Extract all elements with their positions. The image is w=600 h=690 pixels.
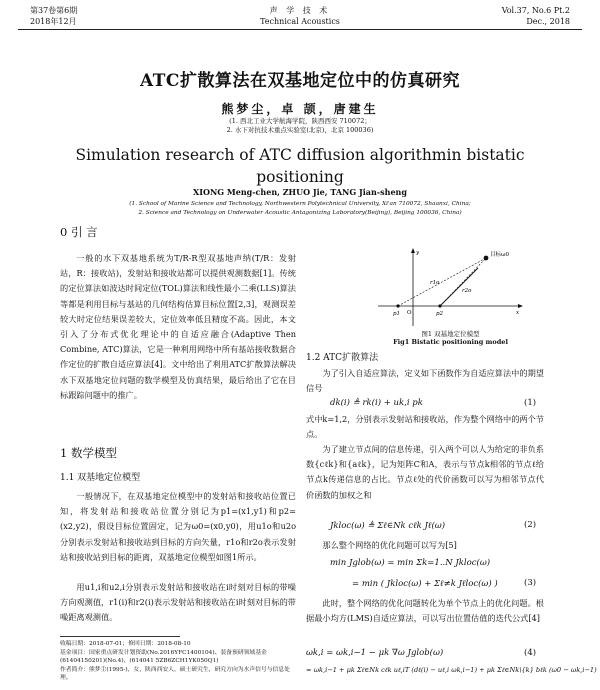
equation-1-number: (1) — [524, 398, 537, 408]
title-en-line-2: positioning — [256, 168, 344, 186]
line-r1 — [398, 258, 486, 306]
authors-en: XIONG Meng-chen, ZHUO Jie, TANG Jian-sheng — [193, 187, 407, 197]
atc-paragraph-1: 为了引入自适应算法，定义如下函数作为自适应算法中的期望信号 — [306, 368, 544, 394]
affiliation-en-1: (1. School of Marine Science and Technology, Northwestern Polytechnical University, Xi'an 710072, Shaanxi, China; — [129, 201, 471, 207]
model-paragraph-1: 一般情况下，在双基地定位模型中的发射站和接收站位置已知，将发射站和接收站位置分别记为p1=(x1,y1)和p2=(x2,y2)，假设目标位置固定，记为ω0=(x0,y0)，用u1o和u2o分别表示发射站和接收站到目标的方向矢量，r1o和r2o表示发射站和接收站到目标的距离，双基地定位模型如图1所示。 — [60, 491, 296, 562]
p1-label: p1 — [393, 311, 401, 317]
p2-label: p2 — [436, 311, 444, 317]
equation-2-number: (2) — [524, 520, 537, 530]
affiliation-cn-2: 2. 水下对抗技术重点实验室(北京)，北京 100036) — [226, 126, 374, 134]
target-point — [484, 256, 489, 261]
target-label: 目标ω0 — [490, 252, 509, 258]
line-u2 — [440, 268, 478, 306]
figure-caption-en: Fig1 Bistatic positioning model — [393, 338, 508, 346]
x-axis-arrow — [518, 304, 523, 308]
title-en — [0, 144, 600, 188]
y-label: y — [416, 250, 420, 256]
model-heading: 1 数学模型 — [60, 446, 117, 460]
atc-paragraph-5: 此时，整个网络的优化问题转化为单个节点上的优化问题。根据最小均方(LMS)自适应算法，可以写出位置估值的迭代公式[4] — [306, 598, 544, 624]
equation-3-line-1: min Jglob(ω) = min Σk=1..N Jkloc(ω) — [330, 558, 491, 568]
affiliation-en-2: 2. Science and Technology on Underwater Acoustic Antagonizing Laboratory(Beijing), Beijing 100036, China) — [138, 210, 462, 216]
footnote-received: 收稿日期：2018-07-01；修回日期：2018-08-10 — [60, 641, 191, 647]
atc-paragraph-3: 为了建立节点间的信息传递，引入两个可以人为给定的非负系数{cℓk}和{aℓk}，记为矩阵C和A，表示与节点k相邻的节点ℓ给节点k传递信息的占比。节点ℓ处的代价函数可以写为相邻节点代价函数的加权之和 — [306, 444, 544, 500]
figure-caption-cn: 图1 双基地定位模型 — [421, 330, 480, 338]
volume-en: Vol.37, No.6 Pt.2 — [501, 6, 570, 15]
p1-point — [396, 304, 399, 307]
journal-cn: 声 学 技 术 — [269, 6, 331, 15]
origin-label: O — [407, 310, 412, 316]
journal-en: Technical Acoustics — [260, 17, 340, 26]
title-cn: ATC扩散算法在双基地定位中的仿真研究 — [140, 71, 460, 91]
atc-paragraph-4: 那么整个网络的优化问题可以写为[5] — [322, 540, 457, 550]
footnote-rule — [60, 636, 180, 637]
equation-3-line-2: = min ( Jkloc(ω) + Σℓ≠k Jℓloc(ω) ) — [352, 579, 498, 589]
authors-cn: 熊梦尘，卓 颉，唐建生 — [221, 102, 379, 116]
date-cn: 2018年12月 — [30, 17, 77, 26]
title-en-line-1: Simulation research of ATC diffusion algorithmin bistatic — [75, 146, 525, 164]
intro-heading: 0 引 言 — [60, 225, 98, 239]
model-paragraph-2: 用u1,i和u2,i分别表示发射站和接收站在i时刻对目标的带噪方向观测值，r1(i)和r2(i)表示发射站和接收站在i时刻对目标的带噪距离观测值。 — [60, 582, 296, 623]
header-rule — [18, 29, 582, 30]
date-en: Dec., 2018 — [526, 17, 570, 26]
r2-label: r2o — [462, 288, 472, 294]
figure-bistatic-model — [378, 246, 523, 328]
equation-2: Jkloc(ω) ≜ Σℓ∈Nk cℓk Jℓ(ω) — [330, 521, 446, 531]
atc-paragraph-2: 式中k=1,2，分别表示发射站和接收站，作为整个网络中的两个节点。 — [306, 414, 544, 440]
footnote-author: 作者简介：熊梦尘(1995-)，女，陕西西安人，硕士研究生，研究方向为水声信号与信息处理。 — [60, 667, 290, 681]
subsection-1-2: 1.2 ATC扩散算法 — [306, 353, 379, 363]
intro-paragraph: 一般的水下双基地系统为T/R-R型双基地声纳(T/R：发射站，R：接收站)，发射站和接收站都可以提供观测数据[1]。传统的定位算法如波达时间定位(TOL)算法和线性最小二乘(LLS)算法等都是利用目标与基站的几何结构估算目标位置[2,3]，观测误差较大时定位结果误差较大，定位效率低且精度不高。因此，本文引入了分布式优化理论中的自适应融合(Adaptive Then Combine, ATC)算法，它是一种利用网络中所有基站接收数据合作定位的扩散自适应算法[4]。文中给出了利用ATC扩散算法解决水下双基地定位问题的数学模型及仿真结果，最后给出了它在目标跟踪问题中的推广。 — [60, 253, 296, 400]
x-label: x — [516, 310, 520, 316]
y-axis-arrow — [411, 248, 415, 253]
p2-point — [438, 304, 441, 307]
equation-3-number: (3) — [524, 578, 537, 588]
affiliation-cn-1: (1. 西北工业大学航海学院，陕西西安 710072； — [229, 117, 371, 125]
subsection-1-1: 1.1 双基地定位模型 — [60, 473, 141, 483]
equation-4-line-1: ωk,i = ωk,i−1 − μk ∇ω Jglob(ω) — [306, 648, 444, 658]
footnote-funding: 基金项目：国家重点研发计划资助(No.2016YFC1400104)、装备预研领域基金(61404150201)(No.4)、(614041 5ZB6ZCH1YK050Q1) — [60, 650, 267, 664]
equation-4-line-2: = ωk,i−1 + μk Σℓ∈Nk cℓk uℓ,iT (dℓ(i) − uℓ,i ωk,i−1) + μk Σℓ∈Nk\{k} bℓk (ω0 − ωk,i−1) — [306, 666, 597, 674]
equation-1: dk(i) ≜ rk(i) + uk,i pk — [330, 398, 423, 408]
equation-4-number: (4) — [524, 648, 537, 658]
r1-label: r1o — [430, 280, 440, 286]
volume-cn: 第37卷第6期 — [30, 6, 78, 15]
